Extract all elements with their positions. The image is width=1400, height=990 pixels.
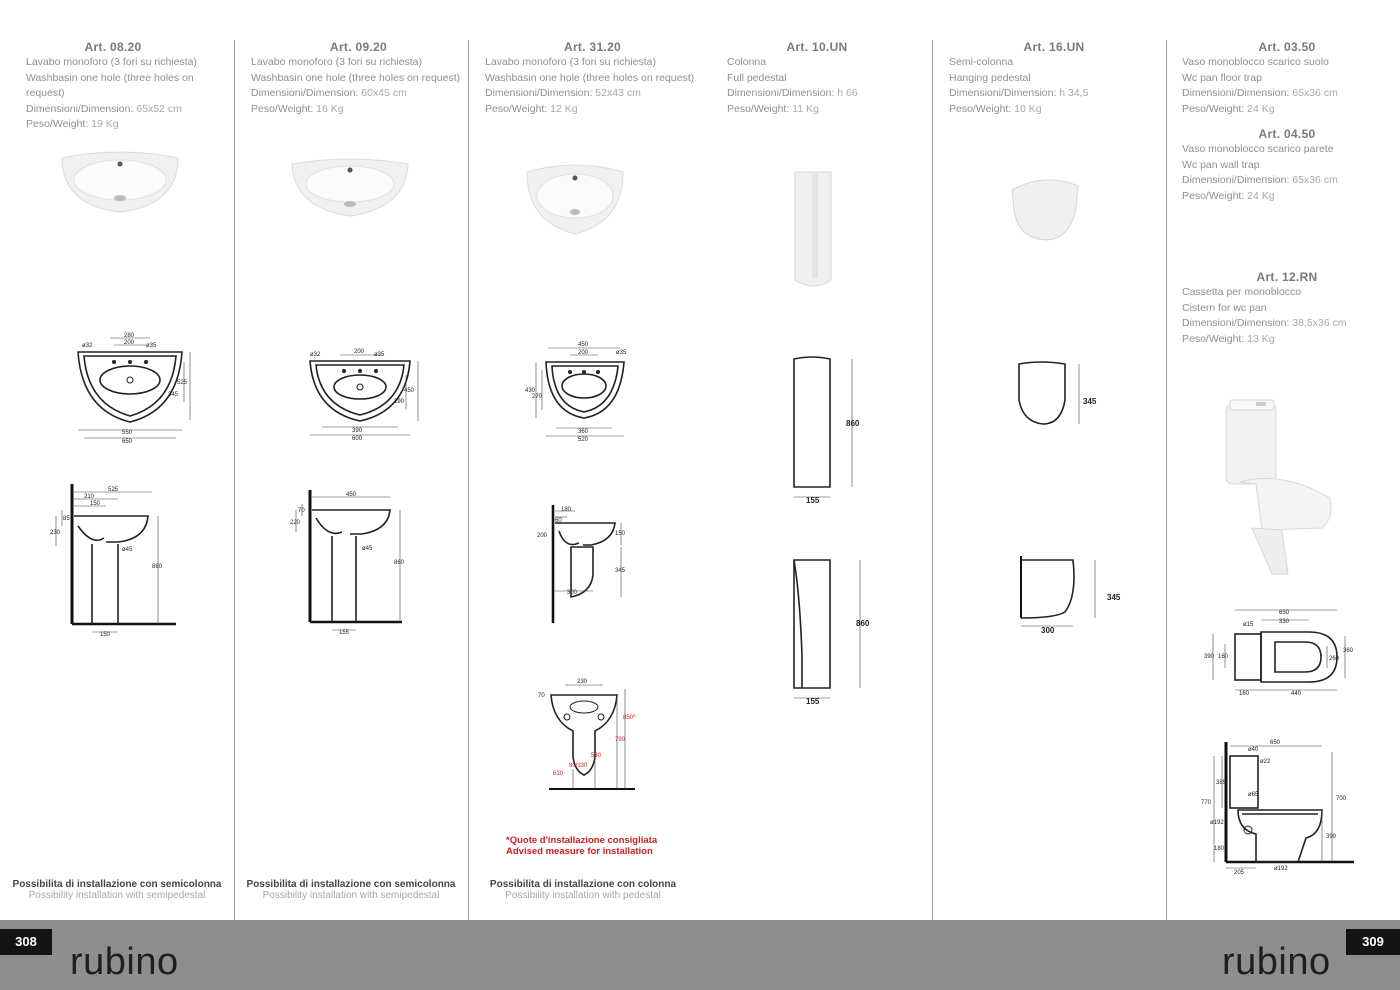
svg-text:860: 860 (152, 564, 163, 570)
article-code: Art. 03.50 (1258, 40, 1316, 54)
svg-text:ø35: ø35 (374, 352, 385, 358)
svg-text:ø35: ø35 (616, 350, 627, 356)
svg-text:790: 790 (615, 737, 626, 743)
spec-line: Washbasin one hole (three holes on request) (26, 71, 194, 99)
svg-text:345: 345 (1107, 593, 1121, 602)
svg-text:390: 390 (352, 428, 363, 434)
svg-text:ø15: ø15 (1243, 622, 1254, 628)
article-code: Art. 10.UN (786, 40, 848, 54)
svg-text:860: 860 (394, 560, 405, 566)
dim-label: ø32 (82, 343, 93, 349)
article-code: Art. 16.UN (1023, 40, 1085, 54)
top-view-drawing (300, 345, 430, 445)
pedestal-side-drawing (790, 556, 870, 706)
svg-text:160: 160 (1218, 654, 1229, 660)
pedestal-front-drawing (790, 355, 865, 510)
top-view-drawing (520, 340, 640, 445)
column-divider (468, 40, 469, 920)
washbasin-photo (60, 150, 180, 220)
svg-text:525: 525 (108, 487, 119, 493)
svg-text:180: 180 (1214, 846, 1225, 852)
svg-text:ø45: ø45 (362, 546, 373, 552)
brand-logo-left: rubino (70, 941, 179, 983)
svg-text:60: 60 (555, 518, 562, 524)
dim-label: 345 (168, 392, 179, 398)
svg-text:360: 360 (1343, 648, 1354, 654)
installation-footnote: Possibilita di installazione con semicolonna Possibility installation with semipedestal (12, 879, 222, 901)
svg-text:770: 770 (1201, 800, 1212, 806)
wc-pan-photo (1222, 398, 1337, 578)
installation-note: *Quote d'installazione consigliata Advised measure for installation (506, 835, 658, 857)
spec-list: Cassetta per monoblocco Cistern for wc pan Dimensioni/Dimension: 38,5x36 cm Peso/Weight: 13 Kg (1182, 286, 1347, 345)
semipedestal-side-drawing (1015, 556, 1125, 638)
svg-text:ø32: ø32 (310, 352, 321, 358)
dim-label: ø35 (146, 343, 157, 349)
svg-text:600: 600 (352, 436, 363, 442)
svg-text:385: 385 (1216, 780, 1227, 786)
svg-text:200: 200 (354, 349, 365, 355)
article-code: Art. 31.20 (563, 40, 622, 54)
svg-text:ø65: ø65 (1248, 792, 1259, 798)
svg-text:860: 860 (856, 619, 870, 628)
svg-text:70: 70 (298, 508, 305, 514)
page-number-left: 308 (0, 929, 52, 955)
svg-text:360: 360 (578, 429, 589, 435)
wc-top-view-drawing (1205, 606, 1355, 698)
svg-text:270: 270 (532, 394, 543, 400)
svg-text:ø45: ø45 (122, 547, 133, 553)
spec-list: Lavabo monoforo (3 fori su richiesta) Washbasin one hole (three holes on request) Dimensioni/Dimension: 52x43 cm Peso/Weight: 12 Kg (485, 56, 695, 115)
svg-text:155: 155 (339, 630, 350, 636)
spec-list (26, 55, 226, 133)
spec-line: Peso/Weight: 19 Kg (26, 118, 119, 130)
footer-bar (0, 920, 1400, 990)
svg-text:450: 450 (578, 342, 589, 348)
installation-footnote: Possibilita di installazione con semicolonna Possibility installation with semipedestal (246, 879, 456, 901)
product-column-16-un (949, 40, 1159, 920)
svg-text:450: 450 (404, 388, 415, 394)
side-view-drawing (48, 484, 178, 639)
svg-text:345: 345 (1083, 397, 1097, 406)
svg-text:210: 210 (84, 494, 95, 500)
svg-text:ø22: ø22 (1260, 759, 1271, 765)
svg-text:650: 650 (1270, 740, 1281, 746)
installation-footnote: Possibilita di installazione con colonna Possibility installation with pedestal (489, 879, 677, 901)
wc-side-view-drawing (1198, 738, 1358, 878)
svg-text:200: 200 (537, 533, 548, 539)
washbasin-photo (290, 158, 410, 220)
svg-text:260: 260 (1329, 656, 1340, 662)
spec-list: Vaso monoblocco scarico suolo Wc pan floor trap Dimensioni/Dimension: 65x36 cm Peso/Weight: 24 Kg (1182, 56, 1338, 115)
spec-list: Lavabo monoforo (3 fori su richiesta) Washbasin one hole (three holes on request) Dimensioni/Dimension: 60x45 cm Peso/Weight: 16 Kg (251, 56, 461, 115)
column-divider (1166, 40, 1167, 920)
svg-text:230: 230 (577, 679, 588, 685)
svg-text:80/130: 80/130 (569, 763, 588, 769)
spec-list: Colonna Full pedestal Dimensioni/Dimension: h 66 Peso/Weight: 11 Kg (727, 56, 858, 115)
svg-text:860: 860 (846, 419, 860, 428)
svg-text:230: 230 (50, 530, 61, 536)
svg-text:85: 85 (63, 516, 70, 522)
svg-text:150: 150 (100, 632, 111, 638)
side-view-drawing (290, 490, 415, 640)
spec-line: Lavabo monoforo (3 fori su richiesta) (26, 56, 197, 68)
svg-text:155: 155 (806, 496, 820, 505)
svg-text:200: 200 (578, 350, 589, 356)
washbasin-photo (525, 162, 625, 237)
svg-text:205: 205 (1234, 870, 1245, 876)
dim-label: 280 (124, 333, 135, 339)
svg-text:160: 160 (1239, 691, 1250, 697)
svg-text:150: 150 (615, 531, 626, 537)
spec-list: Vaso monoblocco scarico parete Wc pan wall trap Dimensioni/Dimension: 65x36 cm Peso/Weight: 24 Kg (1182, 143, 1338, 202)
article-code: Art. 08.20 (84, 40, 142, 54)
semipedestal-front-drawing (1015, 360, 1105, 430)
svg-text:610: 610 (553, 771, 564, 777)
svg-text:530: 530 (591, 753, 602, 759)
svg-text:700: 700 (1336, 796, 1347, 802)
svg-text:300: 300 (1041, 626, 1055, 635)
side-view-drawing (535, 505, 630, 625)
svg-text:650: 650 (1279, 610, 1290, 616)
brand-logo-right: rubino (1222, 941, 1331, 983)
svg-text:345: 345 (615, 568, 626, 574)
page-number-right: 309 (1346, 929, 1400, 955)
svg-text:290: 290 (394, 399, 405, 405)
svg-text:300: 300 (567, 590, 578, 596)
article-code: Art. 09.20 (329, 40, 388, 54)
column-divider (234, 40, 235, 920)
dim-label: 650 (122, 439, 133, 445)
top-view-drawing (60, 330, 200, 450)
spec-line: Dimensioni/Dimension: 65x52 cm (26, 102, 182, 115)
dim-label: 525 (177, 380, 188, 386)
semipedestal-photo (1010, 178, 1080, 243)
article-code: Art. 04.50 (1258, 127, 1316, 141)
svg-text:ø40: ø40 (1248, 747, 1259, 753)
svg-text:850*: 850* (623, 715, 636, 721)
pedestal-photo (793, 170, 833, 290)
svg-text:390: 390 (1326, 834, 1337, 840)
svg-text:450: 450 (346, 492, 357, 498)
svg-text:520: 520 (578, 437, 589, 443)
article-code: Art. 12.RN (1256, 270, 1318, 284)
svg-text:150: 150 (90, 501, 101, 507)
svg-text:440: 440 (1291, 691, 1302, 697)
dim-label: 200 (124, 340, 135, 346)
svg-text:430: 430 (525, 388, 536, 394)
svg-text:390: 390 (1204, 654, 1215, 660)
svg-text:180: 180 (561, 507, 572, 513)
svg-text:ø192: ø192 (1210, 820, 1224, 826)
front-view-drawing (535, 675, 645, 795)
spec-list: Semi-colonna Hanging pedestal Dimensioni/Dimension: h 34,5 Peso/Weight: 10 Kg (949, 56, 1089, 115)
svg-text:330: 330 (1279, 619, 1290, 625)
svg-text:155: 155 (806, 697, 820, 706)
column-divider (932, 40, 933, 920)
svg-text:70: 70 (538, 693, 545, 699)
svg-text:ø192: ø192 (1274, 866, 1288, 872)
dim-label: 550 (122, 430, 133, 436)
svg-text:220: 220 (290, 520, 301, 526)
